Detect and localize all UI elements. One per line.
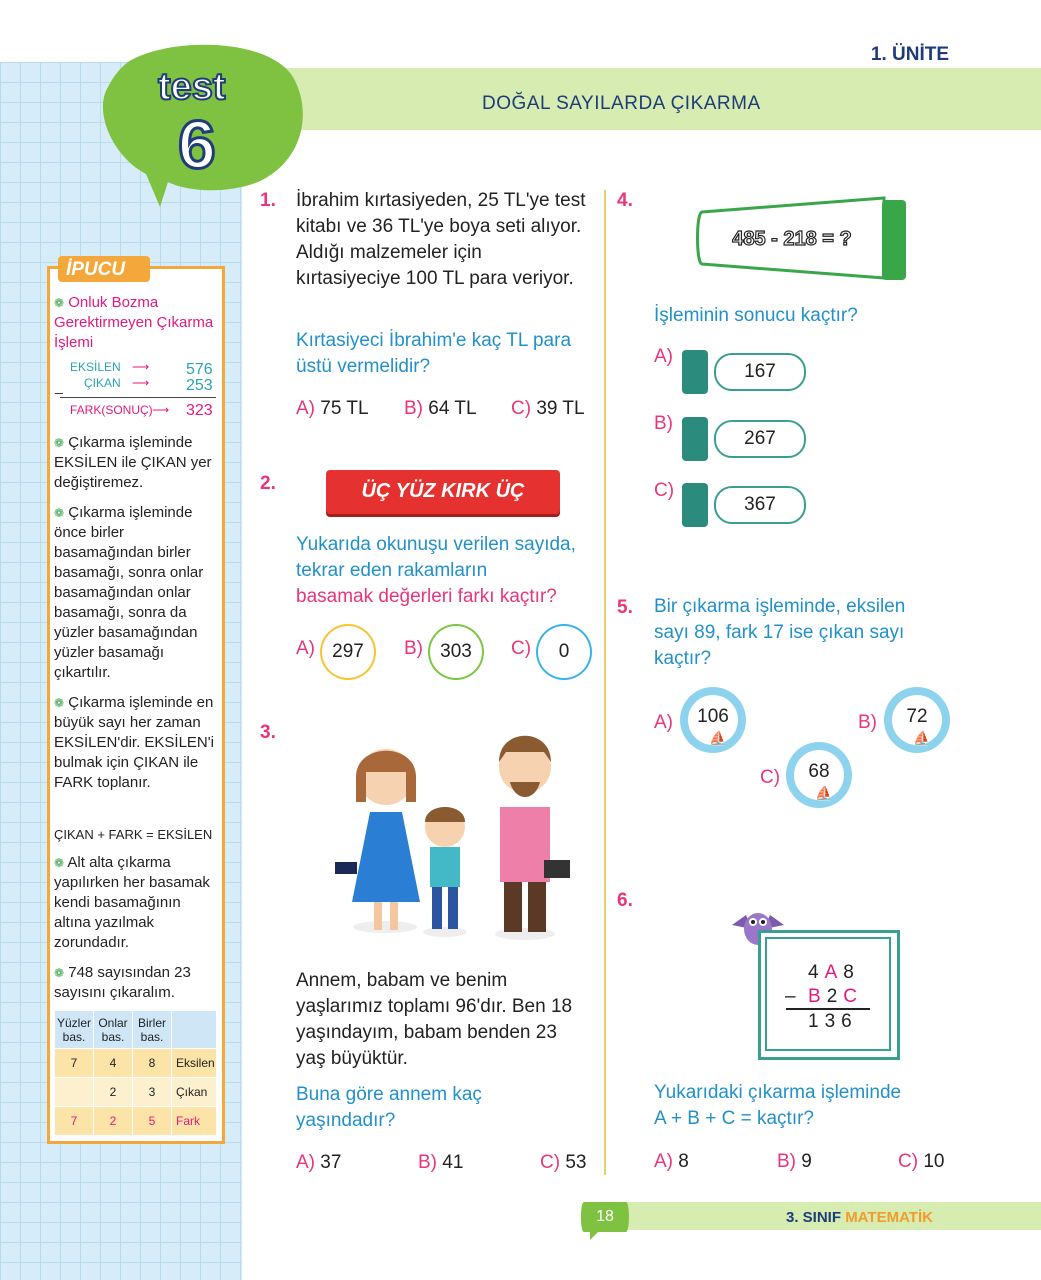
option-value: 53 <box>565 1152 587 1173</box>
subtraction-row-2 <box>808 986 863 1008</box>
tip-rule-4 <box>54 693 218 793</box>
table-cell: Eksilen <box>172 1049 217 1078</box>
table-cell: 2 <box>94 1107 133 1136</box>
q1-option-b[interactable] <box>404 398 477 420</box>
option-letter: B) <box>858 712 877 733</box>
question-2-number: 2. <box>260 473 276 494</box>
column-divider <box>604 190 606 1175</box>
q2-option-a-letter[interactable] <box>296 638 315 660</box>
q5-option-c-letter[interactable] <box>760 767 780 789</box>
tip-rule-5-text: Alt alta çıkarma yapılırken her basamak kendi basamağının altına yazılmak zorundadır. <box>54 854 210 951</box>
q6-option-b[interactable] <box>777 1151 812 1173</box>
tip-rule-6-text: 748 sayısından 23 sayısını çıkaralım. <box>54 964 191 1001</box>
boat-icon: ⛵ <box>913 730 931 746</box>
table-cell: 3 <box>133 1078 172 1107</box>
question-3-ask: Buna göre annem kaç yaşındadır? <box>296 1084 482 1131</box>
tip-rule-3-text: Çıkarma işleminde önce birler basamağından birler basamağı, sonra onlar basamağından onlar basamağı, sonra da yüzler basamağından yüzler basamağı çıkartılır. <box>54 504 204 681</box>
flower-icon: ❁ <box>54 296 65 310</box>
q5-option-a-letter[interactable] <box>654 712 673 734</box>
badge-word: test <box>158 66 226 108</box>
option-letter: C) <box>511 398 532 419</box>
q2-option-c-letter[interactable] <box>511 638 531 660</box>
table-cell <box>55 1078 94 1107</box>
option-letter: B) <box>654 413 673 434</box>
q4-option-b-letter[interactable] <box>654 413 673 435</box>
q5-option-a-value: 106 <box>688 695 738 745</box>
tip-rule-6 <box>54 963 218 1003</box>
question-5-number: 5. <box>617 597 633 618</box>
arrow-icon: ⟶ <box>132 376 150 390</box>
arrow-icon: ⟶ <box>152 403 170 417</box>
q5-option-b-value: 72 <box>892 695 942 745</box>
q6-option-a[interactable] <box>654 1151 689 1173</box>
flower-icon: ❁ <box>54 506 65 520</box>
boat-icon: ⛵ <box>709 730 727 746</box>
option-value: 37 <box>320 1152 342 1173</box>
badge-number: 6 <box>178 107 216 183</box>
option-value: 39 TL <box>536 398 585 419</box>
fark-label: FARK(SONUÇ) <box>70 403 153 417</box>
expression-text: 485 - 218 = ? <box>732 228 852 250</box>
question-3-number: 3. <box>260 722 276 743</box>
q6-option-c[interactable] <box>898 1151 944 1173</box>
footer-grade-text: 3. SINIF <box>786 1209 842 1226</box>
flower-icon: ❁ <box>54 966 65 980</box>
option-letter: A) <box>296 1152 315 1173</box>
option-value: 64 TL <box>428 398 477 419</box>
option-letter: A) <box>654 346 673 367</box>
arrow-icon: ⟶ <box>132 360 150 374</box>
cikan-value: 253 <box>186 377 213 394</box>
question-4-number: 4. <box>617 190 633 211</box>
fark-value: 323 <box>186 402 213 419</box>
q2-option-b-value[interactable]: 303 <box>430 626 482 678</box>
q3-option-a[interactable] <box>296 1152 341 1174</box>
option-letter: B) <box>404 638 423 659</box>
result-line <box>786 1008 870 1010</box>
q3-option-b[interactable] <box>418 1152 463 1174</box>
number-banner-text: ÜÇ YÜZ KIRK ÜÇ <box>361 480 525 502</box>
option-letter: A) <box>654 1151 673 1172</box>
digit: 6 <box>841 1011 858 1032</box>
table-cell: Çıkan <box>172 1078 217 1107</box>
tip-rule-1 <box>54 293 218 353</box>
footer-grade <box>786 1209 933 1226</box>
option-value: 8 <box>678 1151 689 1172</box>
page-number: 18 <box>596 1208 614 1225</box>
subtraction-row-1 <box>808 962 860 984</box>
question-1-ask: Kırtasiyeci İbrahim'e kaç TL para üstü vermelidir? <box>296 330 572 377</box>
digit: 1 <box>808 1011 825 1032</box>
table-cell: Fark <box>172 1107 217 1136</box>
option-letter: C) <box>511 638 532 659</box>
option-value: 9 <box>801 1151 812 1172</box>
cikan-label: ÇIKAN <box>84 376 121 390</box>
digit: 4 <box>808 962 825 983</box>
question-4-ask: İşleminin sonucu kaçtır? <box>654 305 858 326</box>
option-value: 75 TL <box>320 398 369 419</box>
table-cell: 4 <box>94 1049 133 1078</box>
tip-title: İPUCU <box>66 259 126 280</box>
subtraction-row-3 <box>808 1011 858 1033</box>
table-cell: 8 <box>133 1049 172 1078</box>
q2-option-b-letter[interactable] <box>404 638 423 660</box>
tip-rule-4-text: Çıkarma işleminde en büyük sayı her zaman EKSİLEN'dir. EKSİLEN'i bulmak için ÇIKAN ile FARK toplanır. <box>54 694 214 791</box>
option-value: 41 <box>442 1152 464 1173</box>
q1-option-c[interactable] <box>511 398 585 420</box>
family-illustration <box>330 722 580 952</box>
option-letter: B) <box>404 398 423 419</box>
question-1-text: İbrahim kırtasiyeden, 25 TL'ye test kitabı ve 36 TL'ye boya seti alıyor. Aldığı malzemeler için kırtasiyeciye 100 TL para veriyor. <box>296 190 586 289</box>
q5-option-b-letter[interactable] <box>858 712 877 734</box>
q4-option-c-value[interactable]: 367 <box>714 486 806 524</box>
flower-icon: ❁ <box>54 696 65 710</box>
digit-b: B <box>808 986 827 1007</box>
table-header: Yüzler bas. <box>55 1011 94 1049</box>
q4-option-a-tab <box>682 350 708 394</box>
q4-option-a-value[interactable]: 167 <box>714 353 806 391</box>
option-value: 10 <box>923 1151 945 1172</box>
option-letter: A) <box>654 712 673 733</box>
digit-a: A <box>824 962 844 983</box>
option-letter: B) <box>418 1152 437 1173</box>
question-2-ask: Yukarıda okunuşu verilen sayıda, tekrar eden rakamların <box>296 534 576 581</box>
q2-option-c-value[interactable]: 0 <box>538 626 590 678</box>
eksilen-value: 576 <box>186 361 213 378</box>
option-letter: C) <box>760 767 781 788</box>
option-letter: C) <box>654 480 675 501</box>
option-letter: A) <box>296 638 315 659</box>
place-value-table <box>54 1010 217 1136</box>
q4-option-c-letter[interactable] <box>654 480 674 502</box>
option-letter: B) <box>777 1151 796 1172</box>
table-cell: 5 <box>133 1107 172 1136</box>
eksilen-label: EKSİLEN <box>70 360 121 374</box>
table-header: Onlar bas. <box>94 1011 133 1049</box>
sum-line <box>60 397 216 398</box>
option-letter: C) <box>540 1152 561 1173</box>
tip-rule-3 <box>54 503 218 683</box>
tip-rule-5 <box>54 853 218 953</box>
q4-option-c-tab <box>682 483 708 527</box>
table-cell: 2 <box>94 1078 133 1107</box>
table-cell: 7 <box>55 1107 94 1136</box>
q4-option-b-value[interactable]: 267 <box>714 420 806 458</box>
tip-rule-2 <box>54 433 218 493</box>
q4-option-b-tab <box>682 417 708 461</box>
digit: 2 <box>826 986 844 1007</box>
tip-rule-2-text: Çıkarma işleminde EKSİLEN ile ÇIKAN yer değiştiremez. <box>54 434 212 491</box>
question-6-ask: Yukarıdaki çıkarma işleminde <box>654 1082 902 1103</box>
flower-icon: ❁ <box>54 856 65 870</box>
option-letter: A) <box>296 398 315 419</box>
question-5-text: Bir çıkarma işleminde, eksilen sayı 89, fark 17 ise çıkan sayı kaçtır? <box>654 596 906 669</box>
page-title: DOĞAL SAYILARDA ÇIKARMA <box>482 93 761 114</box>
boat-icon: ⛵ <box>815 785 833 801</box>
q1-option-a[interactable] <box>296 398 369 420</box>
unit-label: 1. ÜNİTE <box>870 44 949 65</box>
digit: 8 <box>843 962 860 983</box>
table-header <box>172 1011 217 1049</box>
minus-sign: – <box>785 986 796 1007</box>
digit-c: C <box>843 986 863 1007</box>
footer-subject: MATEMATİK <box>845 1209 933 1226</box>
minus-sign: _ <box>55 378 63 394</box>
question-2-ask-highlight: basamak değerleri farkı kaçtır? <box>296 586 557 607</box>
question-6-number: 6. <box>617 890 633 911</box>
q4-option-a-letter[interactable] <box>654 346 673 368</box>
q2-option-a-value[interactable]: 297 <box>322 626 374 678</box>
question-6-ask-formula: A + B + C = kaçtır? <box>654 1108 814 1129</box>
tip-rule-1-text: Onluk Bozma Gerektirmeyen Çıkarma İşlemi <box>54 294 214 351</box>
table-header: Birler bas. <box>133 1011 172 1049</box>
tip-formula: ÇIKAN + FARK = EKSİLEN <box>54 827 213 842</box>
question-3-text: Annem, babam ve benim yaşlarımız toplamı 96'dır. Ben 18 yaşındayım, babam benden 23 yaş büyüktür. <box>296 970 573 1069</box>
question-1-number: 1. <box>260 190 276 211</box>
q3-option-c[interactable] <box>540 1152 586 1174</box>
q5-option-c-value: 68 <box>794 750 844 800</box>
flower-icon: ❁ <box>54 436 65 450</box>
table-cell: 7 <box>55 1049 94 1078</box>
digit: 3 <box>824 1011 842 1032</box>
option-letter: C) <box>898 1151 919 1172</box>
